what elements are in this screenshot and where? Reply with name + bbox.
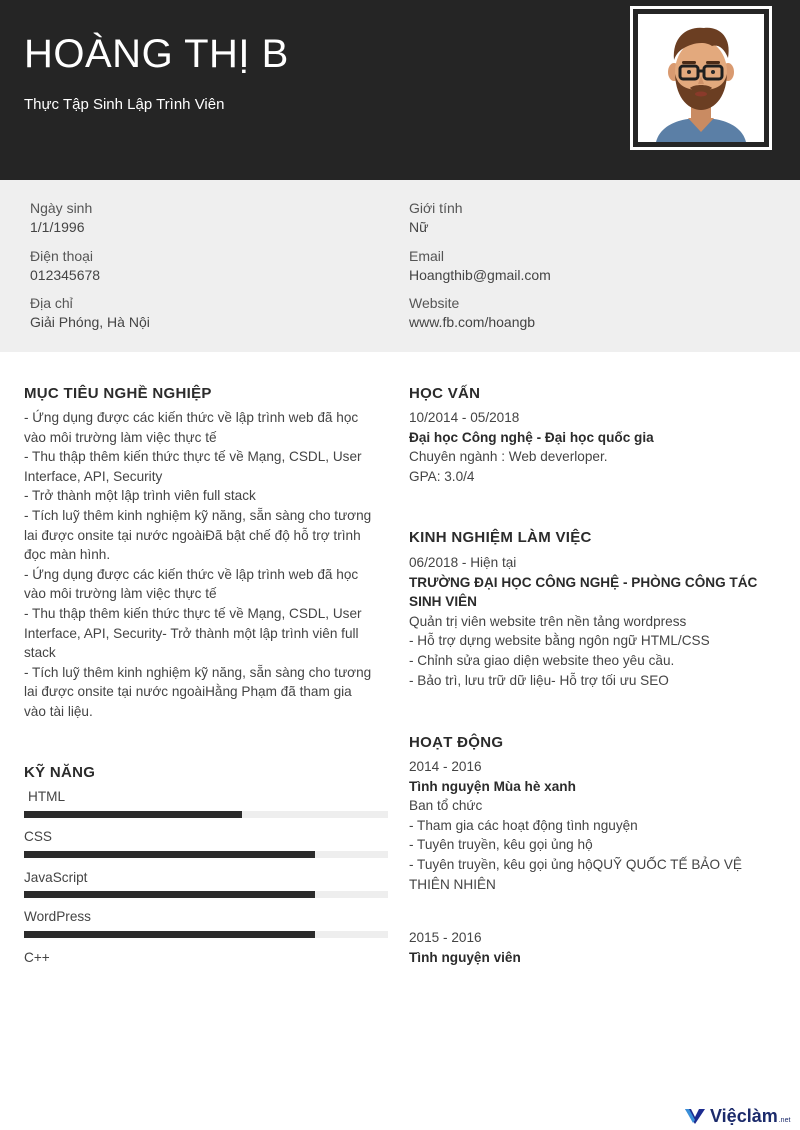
- vieclam-logo-suffix: .net: [778, 1116, 791, 1124]
- education-gpa: GPA: 3.0/4: [409, 468, 475, 484]
- experience-line: - Hỗ trợ dựng website bằng ngôn ngữ HTML/CSS: [409, 633, 710, 649]
- profile-photo-frame: [630, 6, 772, 150]
- vieclam-logo-mark-icon: [684, 1107, 706, 1125]
- vieclam-logo-text: Việclàm: [710, 1105, 778, 1126]
- header-banner: [0, 0, 800, 180]
- objective-line: vào môi trường làm việc thực tế: [24, 586, 217, 602]
- objective-text: [24, 408, 394, 722]
- skill-bar-css: [24, 851, 388, 858]
- activity-name: Tình nguyện Mùa hè xanh: [409, 778, 576, 794]
- skill-bar-html: [24, 811, 388, 818]
- info-phone: [30, 247, 100, 285]
- info-address: [30, 294, 150, 332]
- objective-line: vào tài liệu.: [24, 703, 93, 719]
- personal-info-band: [0, 180, 800, 352]
- skill-fill-css: [24, 851, 315, 858]
- education-period: 10/2014 - 05/2018: [409, 410, 520, 425]
- activities-heading: HOẠT ĐỘNG: [409, 734, 504, 751]
- skill-bar-javascript: [24, 891, 388, 898]
- birth-value: 1/1/1996: [30, 219, 85, 235]
- experience-block: [409, 553, 789, 690]
- objective-line: - Thu thập thêm kiến thức thực tế về Mạng, CSDL, User: [24, 449, 362, 465]
- skill-label-cpp: C++: [24, 950, 50, 965]
- avatar: [638, 14, 764, 142]
- skill-fill-html: [24, 811, 242, 818]
- education-block: [409, 408, 789, 486]
- activity-name: Tình nguyện viên: [409, 949, 521, 965]
- objective-line: Interface, API, Security- Trở thành một lập trình viên full: [24, 625, 359, 641]
- objective-line: lai được onsite tại nước ngoàiĐã bật chế độ hỗ trợ trình: [24, 527, 361, 543]
- activity-line: Ban tổ chức: [409, 798, 483, 814]
- experience-period: 06/2018 - Hiện tại: [409, 555, 517, 570]
- phone-value: 012345678: [30, 267, 101, 283]
- activity-period: 2015 - 2016: [409, 930, 482, 945]
- activity-line: - Tham gia các hoạt động tình nguyện: [409, 817, 638, 833]
- skill-fill-wordpress: [24, 931, 315, 938]
- objective-line: - Tích luỹ thêm kinh nghiệm kỹ năng, sẵn sàng cho tương: [24, 664, 372, 680]
- gender-value: Nữ: [409, 219, 429, 235]
- skill-label-html: HTML: [28, 789, 66, 804]
- info-website: [409, 294, 535, 332]
- website-label: Website: [409, 295, 460, 311]
- skill-label-css: CSS: [24, 829, 52, 844]
- education-school: Đại học Công nghệ - Đại học quốc gia: [409, 429, 654, 445]
- skill-label-javascript: JavaScript: [24, 870, 88, 885]
- address-label: Địa chỉ: [30, 295, 73, 311]
- objective-heading: MỤC TIÊU NGHỀ NGHIỆP: [24, 385, 212, 402]
- gender-label: Giới tính: [409, 200, 463, 216]
- activity-item-1: [409, 757, 789, 894]
- info-gender: [409, 199, 463, 237]
- experience-heading: KINH NGHIỆM LÀM VIỆC: [409, 529, 592, 546]
- experience-company-cont: SINH VIÊN: [409, 594, 477, 610]
- objective-line: - Ứng dụng được các kiến thức về lập trình web đã học: [24, 566, 359, 582]
- objective-line: stack: [24, 645, 56, 661]
- objective-line: vào môi trường làm việc thực tế: [24, 429, 217, 445]
- experience-company: TRƯỜNG ĐẠI HỌC CÔNG NGHỆ - PHÒNG CÔNG TÁC: [409, 574, 758, 590]
- activity-period: 2014 - 2016: [409, 759, 482, 774]
- objective-line: đọc màn hình.: [24, 547, 111, 563]
- birth-label: Ngày sinh: [30, 200, 93, 216]
- objective-line: - Tích luỹ thêm kinh nghiệm kỹ năng, sẵn sàng cho tương: [24, 507, 372, 523]
- experience-line: - Bảo trì, lưu trữ dữ liệu- Hỗ trợ tối ưu SEO: [409, 672, 669, 688]
- skills-heading: KỸ NĂNG: [24, 764, 96, 781]
- info-email: [409, 247, 551, 285]
- skill-bar-wordpress: [24, 931, 388, 938]
- activity-line: - Tuyên truyền, kêu gọi ủng hộQUỸ QUỐC TẾ BẢO VỆ: [409, 856, 742, 872]
- email-label: Email: [409, 248, 445, 264]
- email-value: Hoangthib@gmail.com: [409, 267, 551, 283]
- candidate-title: Thực Tập Sinh Lập Trình Viên: [24, 96, 225, 113]
- activity-item-2: [409, 928, 789, 967]
- phone-label: Điện thoại: [30, 248, 94, 264]
- objective-line: - Trở thành một lập trình viên full stack: [24, 488, 256, 504]
- education-heading: HỌC VẤN: [409, 385, 481, 402]
- objective-line: Interface, API, Security: [24, 468, 163, 484]
- objective-line: lai được onsite tại nước ngoàiHằng Phạm đã tham gia: [24, 684, 352, 700]
- objective-line: - Thu thập thêm kiến thức thực tế về Mạng, CSDL, User: [24, 605, 362, 621]
- vieclam-logo[interactable]: [684, 1104, 790, 1128]
- objective-line: - Ứng dụng được các kiến thức về lập trình web đã học: [24, 410, 359, 425]
- website-value: www.fb.com/hoangb: [409, 314, 536, 330]
- address-value: Giải Phóng, Hà Nội: [30, 314, 150, 330]
- skill-fill-javascript: [24, 891, 315, 898]
- candidate-name: HOÀNG THỊ B: [24, 32, 289, 76]
- info-birth: [30, 199, 92, 237]
- education-major: Chuyên ngành : Web deverloper.: [409, 449, 608, 465]
- skill-label-wordpress: WordPress: [24, 909, 91, 924]
- experience-line: - Chỉnh sửa giao diện website theo yêu cầu.: [409, 652, 675, 668]
- experience-line: Quản trị viên website trên nền tảng wordpress: [409, 613, 687, 629]
- activity-line: - Tuyên truyền, kêu gọi ủng hộ: [409, 837, 593, 853]
- activity-line: THIÊN NHIÊN: [409, 876, 496, 892]
